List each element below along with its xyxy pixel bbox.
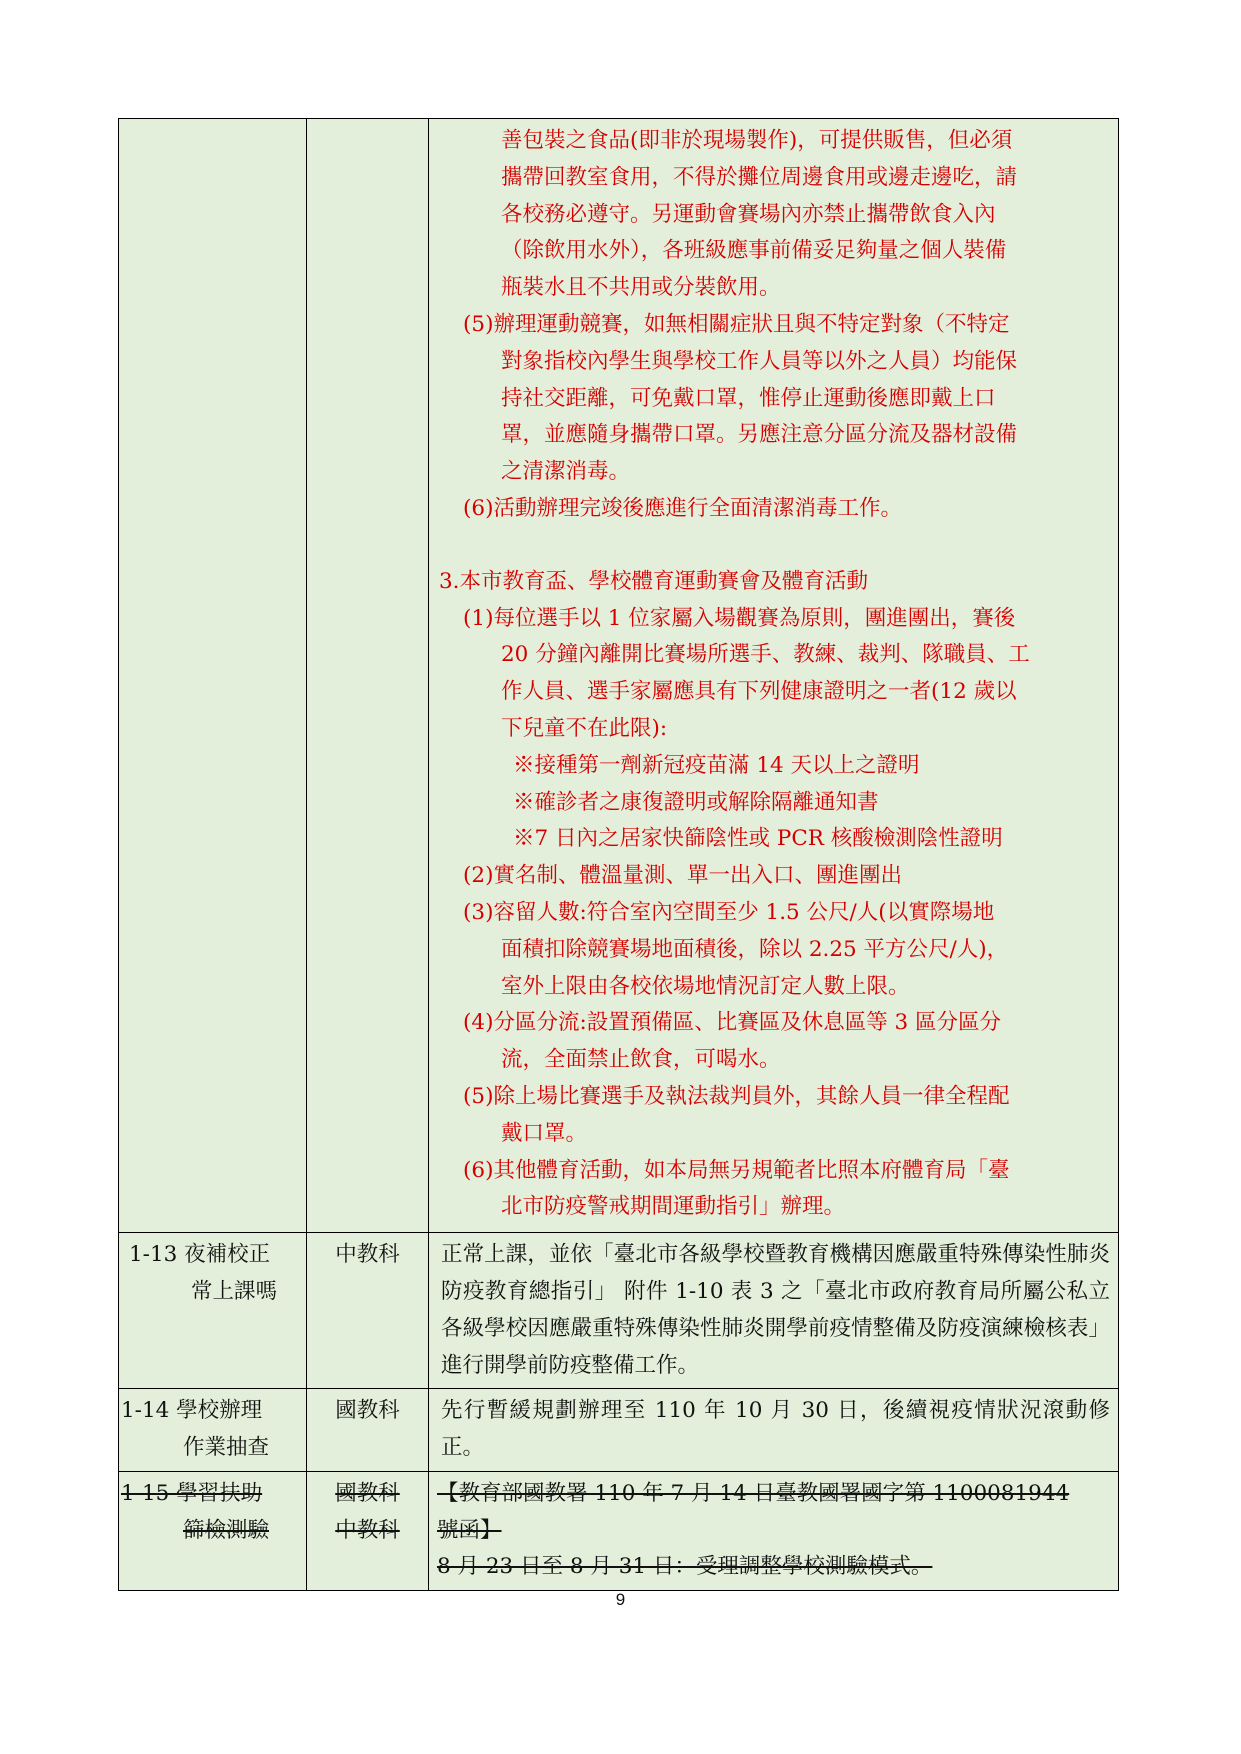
text-line: 20 分鐘內離開比賽場所選手、教練、裁判、隊職員、工 xyxy=(501,642,1030,668)
department-cell xyxy=(307,1389,429,1472)
note-line: ※7 日內之居家快篩陰性或 PCR 核酸檢測陰性證明 xyxy=(513,826,1003,852)
item-title-line: 1-14 學校辦理 xyxy=(121,1398,263,1424)
section3-heading: 3.本市教育盃、學校體育運動賽會及體育活動 xyxy=(439,568,869,594)
department-name: 國教科 xyxy=(335,1398,400,1424)
section3-item5 xyxy=(439,1079,1108,1153)
item-description: 先行暫緩規劃辦理至 110 年 10 月 30 日，後續視疫情狀況滾動修正。 xyxy=(441,1398,1110,1461)
item-title-cell xyxy=(119,1471,307,1590)
department-name: 中教科 xyxy=(335,1242,400,1268)
text-line: 流，全面禁止飲食，可喝水。 xyxy=(501,1047,781,1073)
section3-item2: (2)實名制、體溫量測、單一出入口、團進團出 xyxy=(463,863,902,889)
content-cell xyxy=(429,119,1119,1233)
section3-item1 xyxy=(439,601,1108,748)
item-title-cell xyxy=(119,119,307,1233)
content-cell xyxy=(429,1471,1119,1590)
text-line: (6)其他體育活動，如本局無另規範者比照本府體育局「臺 xyxy=(463,1157,1010,1183)
text-line: 各校務必遵守。另運動會賽場內亦禁止攜帶飲食入內 xyxy=(501,201,996,227)
text-line: 之清潔消毒。 xyxy=(501,459,631,485)
text-line: 北市防疫警戒期間運動指引」辦理。 xyxy=(501,1194,846,1220)
text-line: （除飲用水外），各班級應事前備妥足夠量之個人裝備 xyxy=(501,238,1007,264)
text-line: (5)除上場比賽選手及執法裁判員外，其餘人員一律全程配 xyxy=(463,1083,1010,1109)
section3-item6 xyxy=(439,1153,1108,1227)
note-line: ※接種第一劑新冠疫苗滿 14 天以上之證明 xyxy=(513,752,920,778)
note-line: ※確診者之康復證明或解除隔離通知書 xyxy=(513,789,879,815)
schedule-line: 8 月 23 日至 8 月 31 日：受理調整學校測驗模式。 xyxy=(437,1554,933,1580)
content-cell xyxy=(429,1389,1119,1472)
health-proof-notes xyxy=(439,748,1108,858)
item-title-cell xyxy=(119,1389,307,1472)
text-line: 罩，並應隨身攜帶口罩。另應注意分區分流及器材設備 xyxy=(501,422,1018,448)
item6-line: (6)活動辦理完竣後應進行全面清潔消毒工作。 xyxy=(463,495,902,521)
item-title-line: 1-13 夜補校正 xyxy=(129,1242,271,1268)
section3-item3 xyxy=(439,895,1108,1005)
text-line: 面積扣除競賽場地面積後，除以 2.25 平方公尺/人)， xyxy=(501,936,1009,962)
department-cell xyxy=(307,1233,429,1389)
item-title-line: 作業抽查 xyxy=(183,1435,270,1461)
item-title-cell xyxy=(119,1233,307,1389)
item4-tail xyxy=(439,123,1108,307)
text-line: 攜帶回教室食用，不得於攤位周邊食用或邊走邊吃，請 xyxy=(501,164,1018,190)
department-name: 國教科 xyxy=(335,1480,400,1506)
blank-line xyxy=(439,528,1108,564)
text-line: 持社交距離，可免戴口罩，惟停止運動後應即戴上口 xyxy=(501,385,996,411)
department-cell xyxy=(307,1471,429,1590)
page-number: 9 xyxy=(615,1590,626,1609)
table-row-continuation xyxy=(119,119,1119,1233)
table-row-1-13 xyxy=(119,1233,1119,1389)
text-line: 戴口罩。 xyxy=(501,1120,588,1146)
text-line: (3)容留人數:符合室內空間至少 1.5 公尺/人(以實際場地 xyxy=(463,899,995,925)
text-line: 作人員、選手家屬應具有下列健康證明之一者(12 歲以 xyxy=(501,679,1017,705)
content-cell xyxy=(429,1233,1119,1389)
department-name: 中教科 xyxy=(335,1517,400,1543)
section3-item4 xyxy=(439,1005,1108,1079)
document-reference: 號函】 xyxy=(437,1517,502,1543)
text-line: (1)每位選手以 1 位家屬入場觀賽為原則，團進團出，賽後 xyxy=(463,605,1016,631)
text-line: 瓶裝水且不共用或分裝飲用。 xyxy=(501,275,781,301)
text-line: (4)分區分流:設置預備區、比賽區及休息區等 3 區分區分 xyxy=(463,1010,1002,1036)
text-line: 室外上限由各校依場地情況訂定人數上限。 xyxy=(501,973,910,999)
item-title-line: 1-15 學習扶助 xyxy=(121,1480,263,1506)
item-title-line: 篩檢測驗 xyxy=(183,1517,270,1543)
table-row-1-14 xyxy=(119,1389,1119,1472)
measures-table xyxy=(118,118,1119,1591)
document-reference: 【教育部國教署 110 年 7 月 14 日臺教國署國字第 1100081944 xyxy=(437,1480,1070,1506)
table-row-1-15 xyxy=(119,1471,1119,1590)
item-description: 正常上課，並依「臺北市各級學校暨教育機構因應嚴重特殊傳染性肺炎防疫教育總指引」 附件 1-10 表 3 之「臺北市政府教育局所屬公私立各級學校因應嚴重特殊傳染性肺炎開學前疫情整備及防疫演練檢核表」進行開學前防疫整備工作。 xyxy=(441,1242,1110,1378)
text-line: 下兒童不在此限): xyxy=(501,715,668,741)
text-line: (5)辦理運動競賽，如無相關症狀且與不特定對象（不特定 xyxy=(463,311,1010,337)
department-cell xyxy=(307,119,429,1233)
text-line: 善包裝之食品(即非於現場製作)，可提供販售，但必須 xyxy=(501,128,1013,153)
text-line: 對象指校內學生與學校工作人員等以外之人員）均能保 xyxy=(501,348,1018,374)
item5-block xyxy=(439,307,1108,491)
item-title-line: 常上課嗎 xyxy=(191,1278,278,1304)
